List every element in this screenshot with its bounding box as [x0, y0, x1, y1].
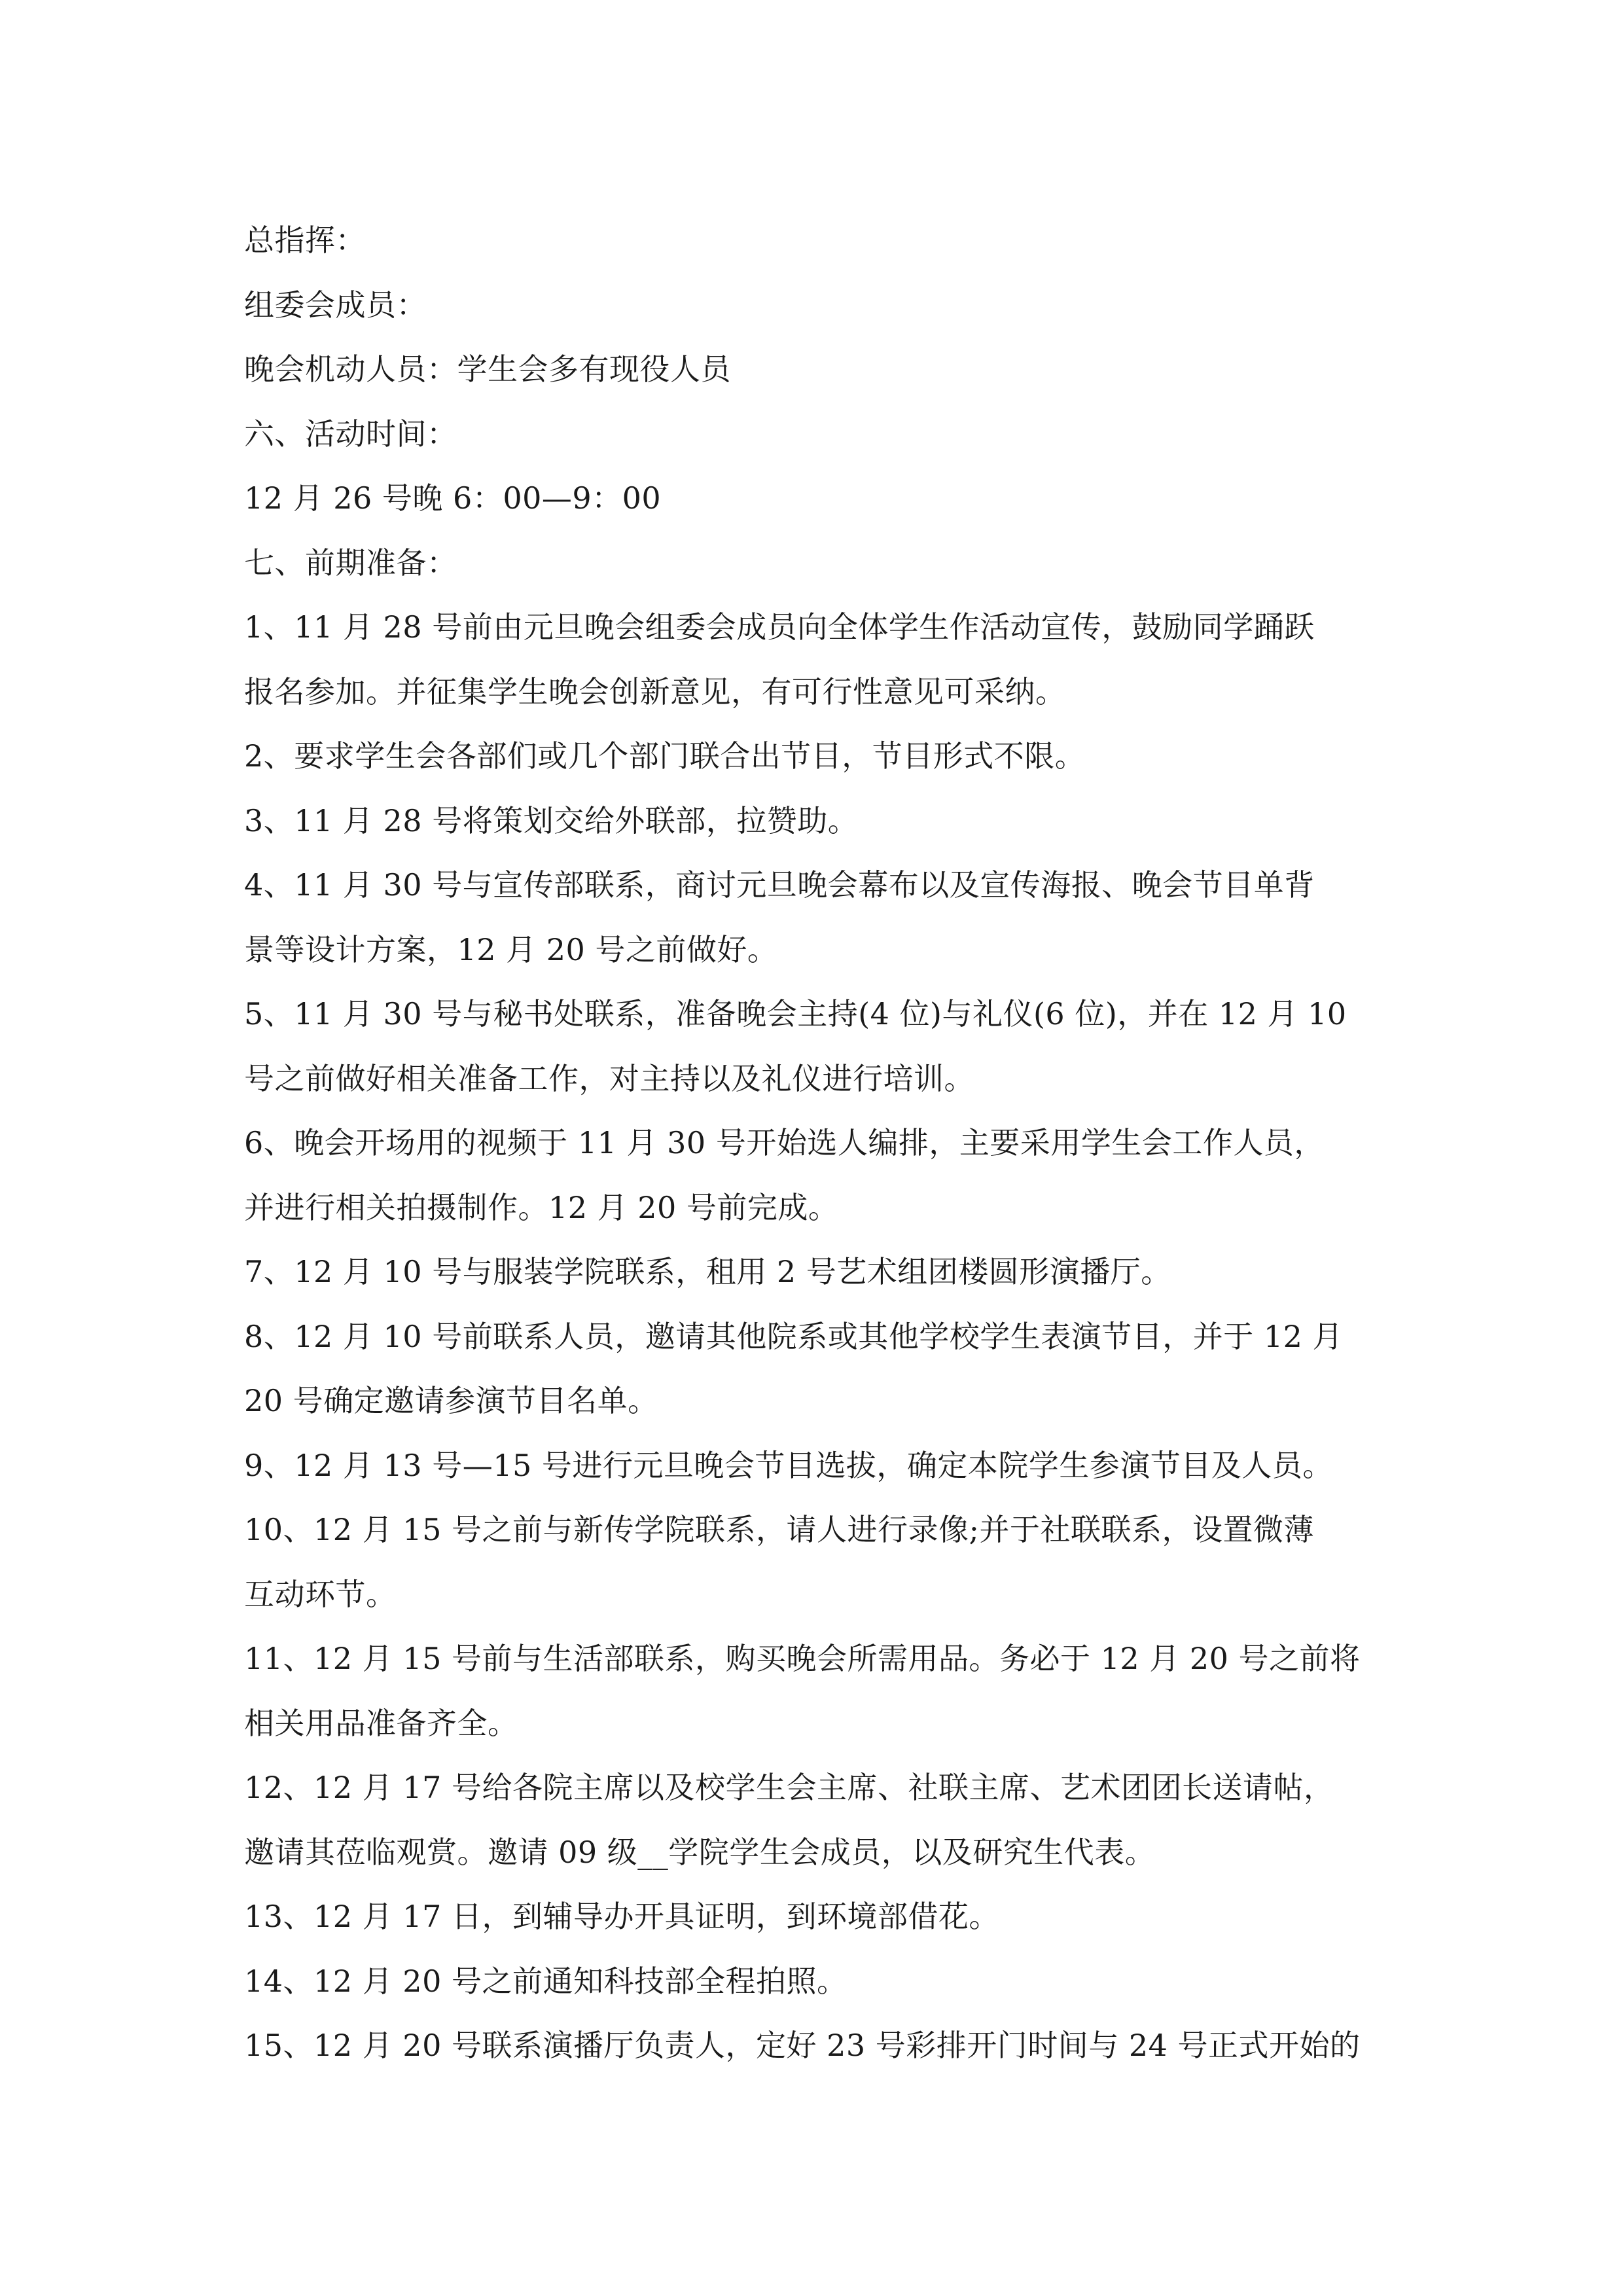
text-line: 邀请其莅临观赏。邀请 09 级__学院学生会成员，以及研究生代表。 [244, 1834, 1156, 1870]
text-line: 20 号确定邀请参演节目名单。 [244, 1383, 658, 1418]
text-line: 11、12 月 15 号前与生活部联系，购买晚会所需用品。务必于 12 月 20 号之前将 [244, 1641, 1361, 1676]
document-body [244, 208, 1402, 2078]
text-line: 晚会机动人员：学生会多有现役人员 [244, 351, 731, 387]
text-line: 13、12 月 17 日，到辅导办开具证明，到环境部借花。 [244, 1899, 999, 1934]
text-line: 总指挥： [244, 223, 366, 258]
text-line: 并进行相关拍摄制作。12 月 20 号前完成。 [244, 1189, 839, 1225]
text-line: 14、12 月 20 号之前通知科技部全程拍照。 [244, 1963, 847, 1999]
text-line: 10、12 月 15 号之前与新传学院联系，请人进行录像;并于社联联系，设置微薄 [244, 1512, 1314, 1547]
text-line: 1、11 月 28 号前由元旦晚会组委会成员向全体学生作活动宣传，鼓励同学踊跃 [244, 609, 1315, 645]
text-line: 12、12 月 17 号给各院主席以及校学生会主席、社联主席、艺术团团长送请帖， [244, 1770, 1334, 1805]
text-line: 2、要求学生会各部们或几个部门联合出节目，节目形式不限。 [244, 738, 1086, 774]
text-line: 4、11 月 30 号与宣传部联系，商讨元旦晚会幕布以及宣传海报、晚会节目单背 [244, 867, 1315, 903]
text-line: 组委会成员： [244, 287, 427, 323]
text-line: 8、12 月 10 号前联系人员，邀请其他院系或其他学校学生表演节目，并于 12 月 [244, 1318, 1343, 1354]
section-heading: 七、前期准备： [244, 545, 457, 581]
text-line: 6、晚会开场用的视频于 11 月 30 号开始选人编排，主要采用学生会工作人员， [244, 1125, 1325, 1160]
text-line: 5、11 月 30 号与秘书处联系，准备晚会主持(4 位)与礼仪(6 位)，并在 12 月 10 [244, 996, 1347, 1031]
text-line: 互动环节。 [244, 1576, 397, 1612]
text-line: 15、12 月 20 号联系演播厅负责人，定好 23 号彩排开门时间与 24 号正式开始的 [244, 2028, 1361, 2063]
text-line: 3、11 月 28 号将策划交给外联部，拉赞助。 [244, 802, 859, 838]
text-line: 9、12 月 13 号—15 号进行元旦晚会节目选拔，确定本院学生参演节目及人员。 [244, 1447, 1333, 1483]
text-line: 报名参加。并征集学生晚会创新意见，有可行性意见可采纳。 [244, 673, 1066, 709]
section-heading: 六、活动时间： [244, 416, 457, 452]
text-line: 号之前做好相关准备工作，对主持以及礼仪进行培训。 [244, 1060, 974, 1096]
text-line: 景等设计方案，12 月 20 号之前做好。 [244, 931, 778, 967]
text-line: 12 月 26 号晚 6：00—9：00 [244, 480, 662, 516]
text-line: 相关用品准备齐全。 [244, 1705, 518, 1741]
text-line: 7、12 月 10 号与服装学院联系，租用 2 号艺术组团楼圆形演播厅。 [244, 1254, 1171, 1289]
